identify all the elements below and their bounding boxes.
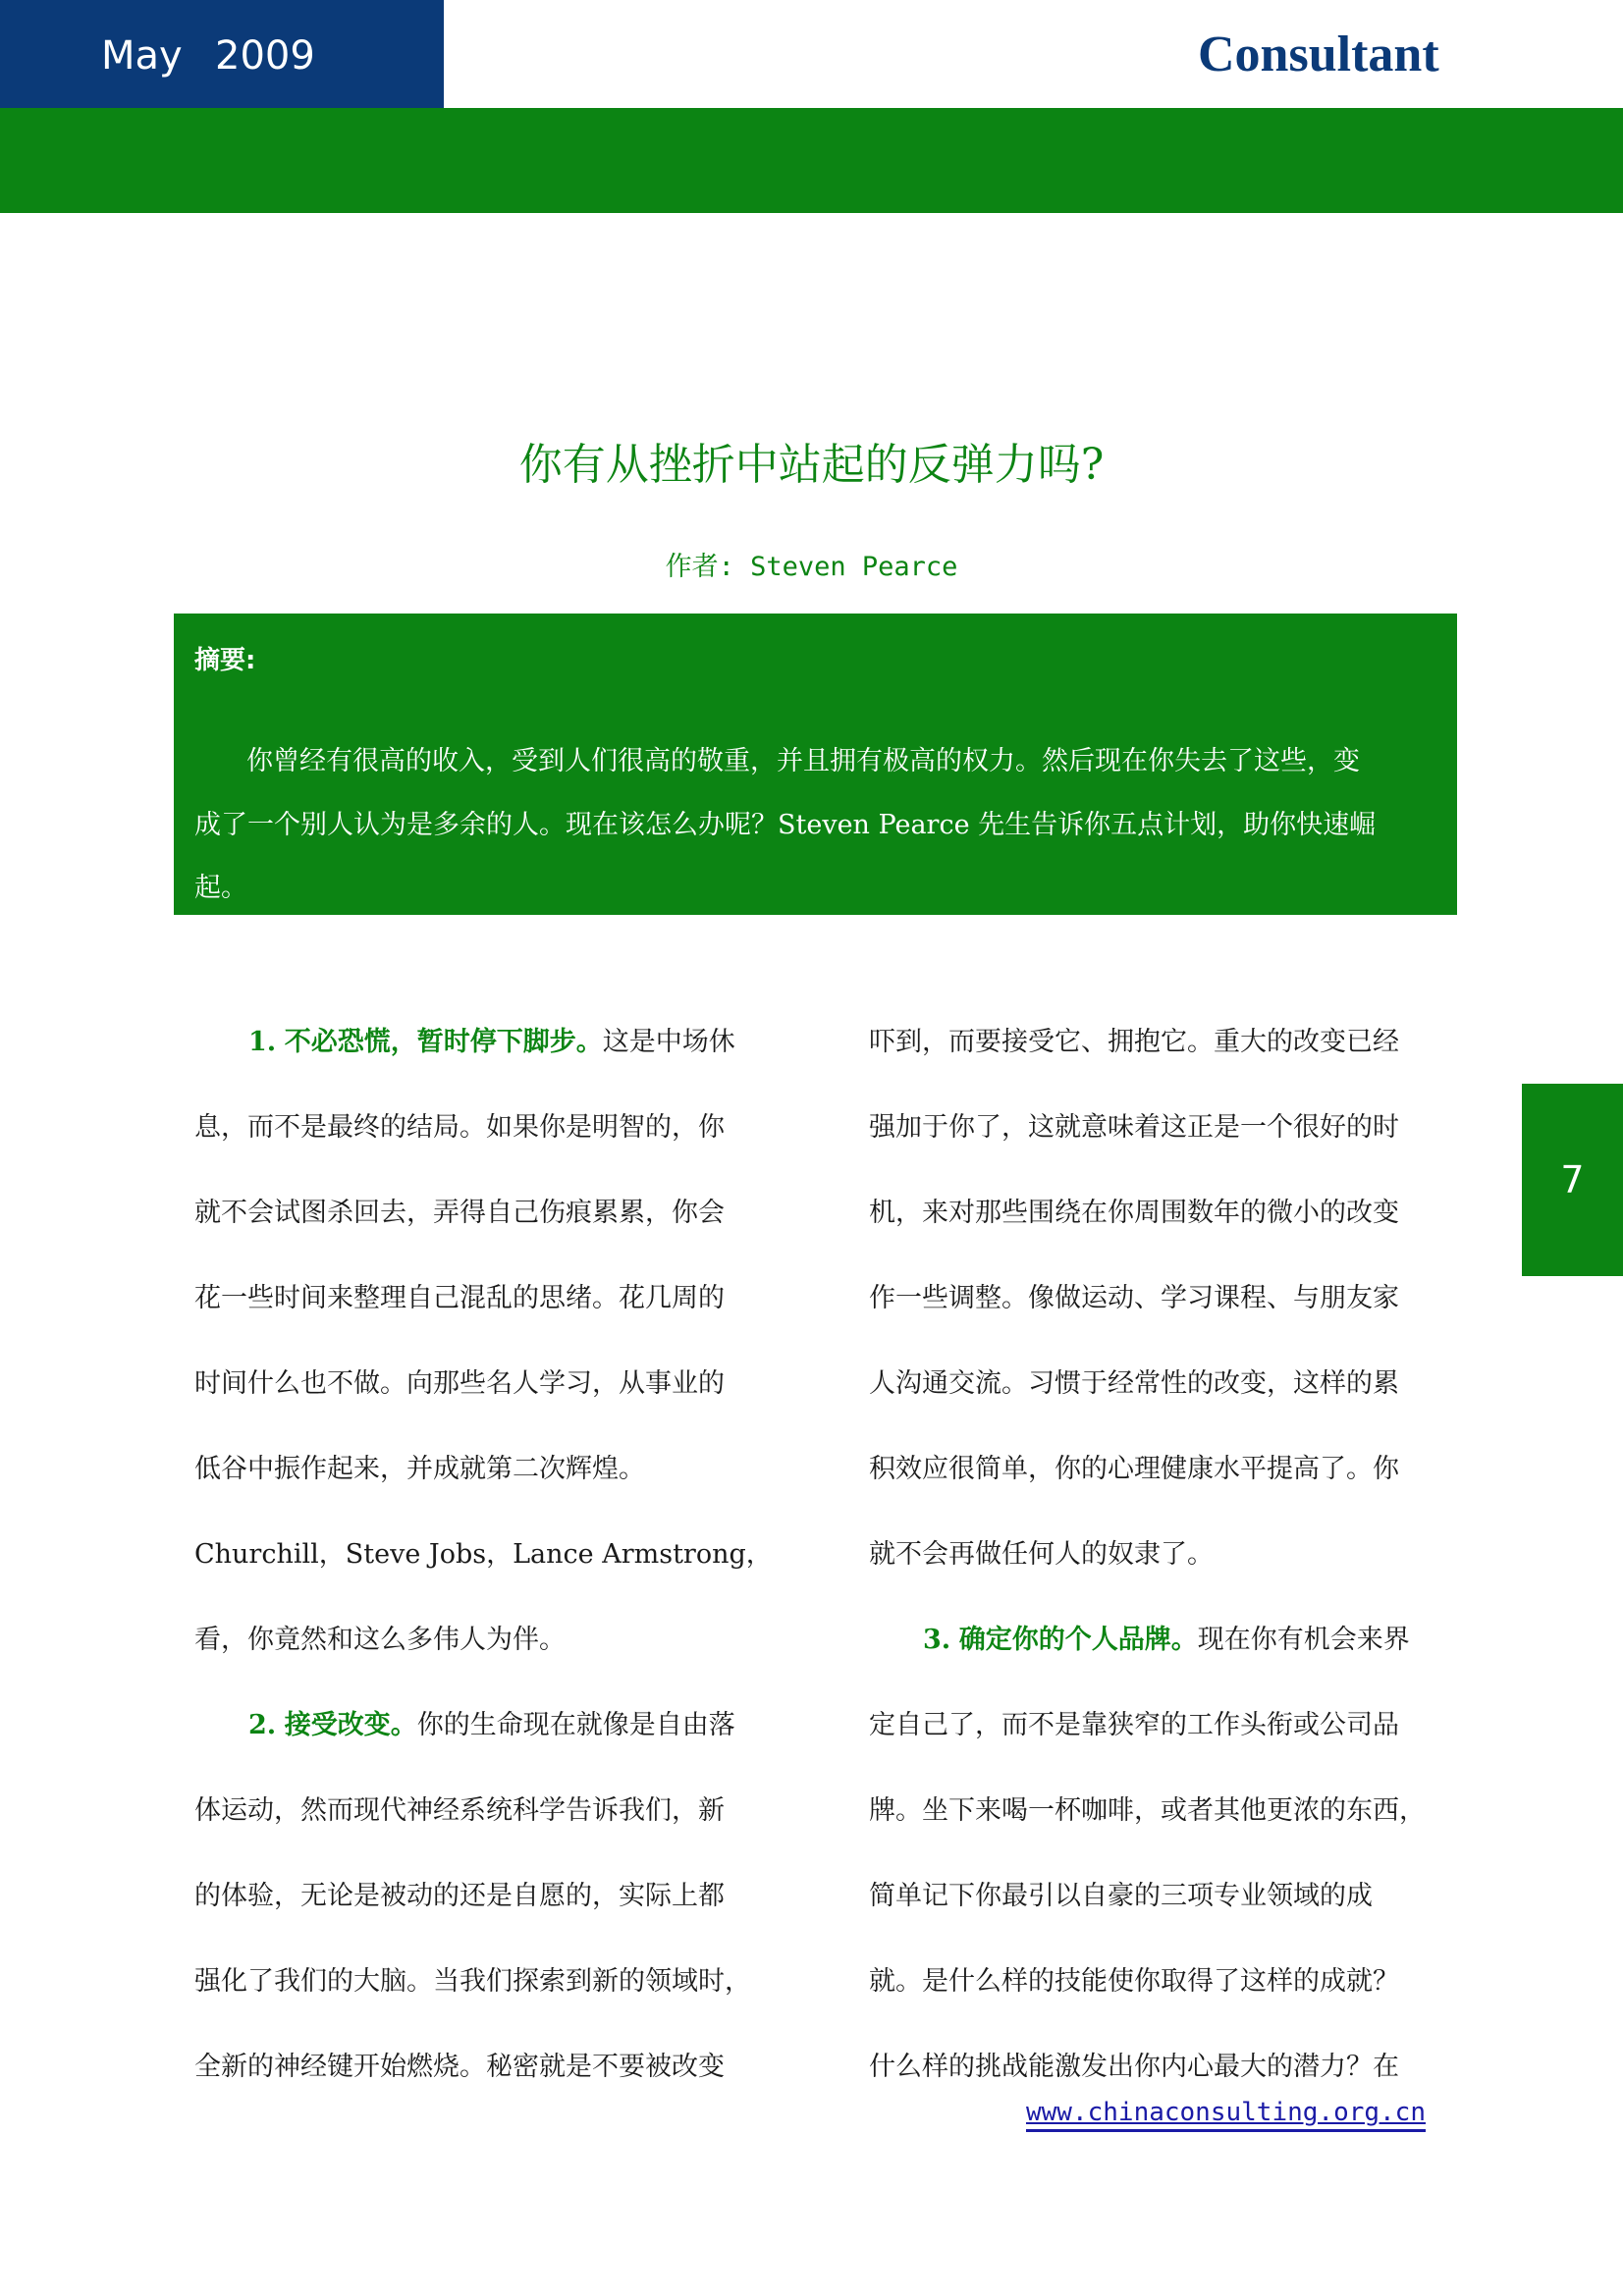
- body-line: 作一些调整。像做运动、学习课程、与朋友家: [869, 1283, 1399, 1313]
- abstract-label: 摘要:: [194, 646, 256, 675]
- body-line: 全新的神经键开始燃烧。秘密就是不要被改变: [194, 2052, 725, 2082]
- abstract-line: 起。: [194, 873, 247, 903]
- body-line: 低谷中振作起来，并成就第二次辉煌。: [194, 1454, 645, 1484]
- paragraph-heading-line: [869, 1624, 1410, 1657]
- article-title: 你有从挫折中站起的反弹力吗?: [518, 440, 1105, 490]
- body-line: 强加于你了，这就意味着这正是一个很好的时: [869, 1112, 1399, 1143]
- section-heading: 不必恐慌，暂时停下脚步。: [284, 1027, 603, 1057]
- header-month: May: [101, 33, 183, 79]
- body-line: 就。是什么样的技能使你取得了这样的成就？: [869, 1966, 1399, 1997]
- body-line: 就不会试图杀回去，弄得自己伤痕累累，你会: [194, 1198, 725, 1228]
- body-line: 人沟通交流。习惯于经常性的改变，这样的累: [869, 1368, 1399, 1399]
- page-number-tab: 7: [1522, 1084, 1623, 1276]
- abstract-box: [174, 614, 1457, 915]
- body-line: 机，来对那些围绕在你周围数年的微小的改变: [869, 1198, 1399, 1228]
- section-number: 3.: [923, 1625, 951, 1655]
- paragraph-heading-line: [194, 1709, 735, 1742]
- body-text: 这是中场休: [602, 1027, 735, 1057]
- body-line: 吓到，而要接受它、拥抱它。重大的改变已经: [869, 1027, 1399, 1057]
- body-line: 牌。坐下来喝一杯咖啡，或者其他更浓的东西，: [869, 1795, 1426, 1826]
- abstract-line: 你曾经有很高的收入，受到人们很高的敬重，并且拥有极高的权力。然后现在你失去了这些，变: [246, 746, 1360, 776]
- section-heading: 接受改变。: [284, 1710, 417, 1740]
- body-line: 定自己了，而不是靠狭窄的工作头衔或公司品: [869, 1710, 1399, 1740]
- body-line: 就不会再做任何人的奴隶了。: [869, 1539, 1214, 1570]
- body-line: 积效应很简单，你的心理健康水平提高了。你: [869, 1454, 1399, 1484]
- body-text: 你的生命现在就像是自由落: [416, 1710, 735, 1740]
- header-date-block: [0, 0, 444, 108]
- article-author: 作者: Steven Pearce: [665, 552, 958, 582]
- paragraph-heading-line: [194, 1026, 735, 1059]
- body-line: 什么样的挑战能激发出你内心最大的潜力？在: [869, 2052, 1399, 2082]
- body-line: 时间什么也不做。向那些名人学习，从事业的: [194, 1368, 725, 1399]
- body-line: 简单记下你最引以自豪的三项专业领域的成: [869, 1881, 1373, 1911]
- header-green-band: [0, 108, 1623, 213]
- body-line: 体运动，然而现代神经系统科学告诉我们，新: [194, 1795, 725, 1826]
- footer-website-link[interactable]: www.chinaconsulting.org.cn: [1026, 2098, 1426, 2132]
- section-number: 2.: [248, 1710, 277, 1740]
- abstract-line: 成了一个别人认为是多余的人。现在该怎么办呢？Steven Pearce 先生告诉你五点计划，助你快速崛: [194, 810, 1377, 840]
- section-number: 1.: [248, 1027, 277, 1057]
- body-text: 现在你有机会来界: [1197, 1625, 1410, 1655]
- body-line: Churchill，Steve Jobs，Lance Armstrong，: [194, 1539, 773, 1570]
- body-line: 强化了我们的大脑。当我们探索到新的领域时，: [194, 1966, 751, 1997]
- body-line: 息，而不是最终的结局。如果你是明智的，你: [194, 1112, 725, 1143]
- brand-title: Consultant: [1198, 27, 1439, 82]
- header-year: 2009: [215, 33, 315, 79]
- body-line: 看，你竟然和这么多伟人为伴。: [194, 1625, 566, 1655]
- body-line: 的体验，无论是被动的还是自愿的，实际上都: [194, 1881, 725, 1911]
- section-heading: 确定你的个人品牌。: [958, 1625, 1198, 1655]
- body-line: 花一些时间来整理自己混乱的思绪。花几周的: [194, 1283, 725, 1313]
